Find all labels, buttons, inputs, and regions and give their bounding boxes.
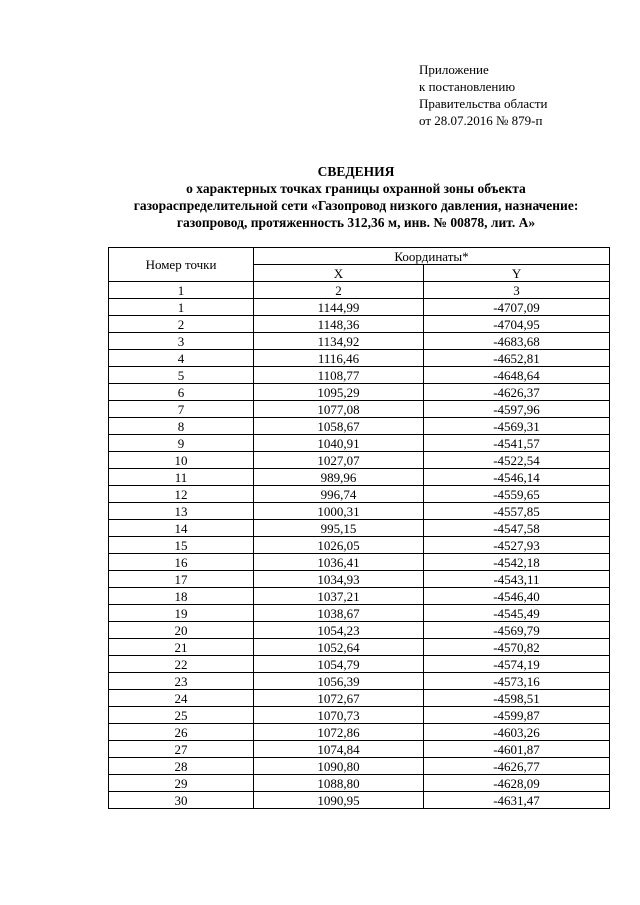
x-cell: 1108,77 [254,367,424,384]
table-row [109,554,610,571]
table-row [109,707,610,724]
table-row [109,758,610,775]
point-number-cell: 1 [109,299,254,316]
x-cell: 1034,93 [254,571,424,588]
table-row [109,418,610,435]
header-y: Y [424,265,610,282]
table-row [109,724,610,741]
appendix-line: Правительства области [419,96,548,111]
y-cell: -4648,64 [424,367,610,384]
x-cell: 1077,08 [254,401,424,418]
point-number-cell: 8 [109,418,254,435]
y-cell: -4569,31 [424,418,610,435]
point-number-cell: 5 [109,367,254,384]
x-cell: 1036,41 [254,554,424,571]
x-cell: 1054,23 [254,622,424,639]
point-number-cell: 11 [109,469,254,486]
header-x: X [254,265,424,282]
header-point-number: Номер точки [109,248,254,282]
y-cell: -4542,18 [424,554,610,571]
x-cell: 1090,80 [254,758,424,775]
point-number-cell: 30 [109,792,254,809]
y-cell: -4522,54 [424,452,610,469]
y-cell: -4628,09 [424,775,610,792]
point-number-cell: 21 [109,639,254,656]
x-cell: 1095,29 [254,384,424,401]
x-cell: 1026,05 [254,537,424,554]
x-cell: 1134,92 [254,333,424,350]
y-cell: -4626,77 [424,758,610,775]
y-cell: -4626,37 [424,384,610,401]
x-cell: 995,15 [254,520,424,537]
x-cell: 1072,86 [254,724,424,741]
y-cell: -4598,51 [424,690,610,707]
table-body [109,299,610,809]
point-number-cell: 23 [109,673,254,690]
point-number-cell: 18 [109,588,254,605]
y-cell: -4557,85 [424,503,610,520]
y-cell: -4569,79 [424,622,610,639]
point-number-cell: 2 [109,316,254,333]
x-cell: 1090,95 [254,792,424,809]
colnum-cell: 2 [254,282,424,299]
heading-title: СВЕДЕНИЯ [317,164,395,179]
point-number-cell: 19 [109,605,254,622]
x-cell: 996,74 [254,486,424,503]
table-header-row [109,248,610,265]
point-number-cell: 20 [109,622,254,639]
table-row [109,775,610,792]
x-cell: 1056,39 [254,673,424,690]
table-row [109,452,610,469]
y-cell: -4601,87 [424,741,610,758]
y-cell: -4546,40 [424,588,610,605]
table-row [109,333,610,350]
table-row [109,367,610,384]
table-row [109,571,610,588]
point-number-cell: 17 [109,571,254,588]
y-cell: -4603,26 [424,724,610,741]
x-cell: 1070,73 [254,707,424,724]
point-number-cell: 13 [109,503,254,520]
x-cell: 1116,46 [254,350,424,367]
table-row [109,792,610,809]
y-cell: -4704,95 [424,316,610,333]
table-row [109,622,610,639]
table-row [109,537,610,554]
table-row [109,316,610,333]
y-cell: -4543,11 [424,571,610,588]
table-row [109,435,610,452]
header-coordinates: Координаты* [254,248,610,265]
x-cell: 1027,07 [254,452,424,469]
y-cell: -4559,65 [424,486,610,503]
y-cell: -4547,58 [424,520,610,537]
y-cell: -4545,49 [424,605,610,622]
point-number-cell: 27 [109,741,254,758]
appendix-line: от 28.07.2016 № 879-п [419,113,543,128]
point-number-cell: 25 [109,707,254,724]
point-number-cell: 3 [109,333,254,350]
y-cell: -4631,47 [424,792,610,809]
table-row [109,588,610,605]
appendix-block [419,61,548,129]
x-cell: 1088,80 [254,775,424,792]
table-row [109,690,610,707]
y-cell: -4597,96 [424,401,610,418]
point-number-cell: 29 [109,775,254,792]
table-row [109,350,610,367]
table-row [109,656,610,673]
point-number-cell: 10 [109,452,254,469]
heading-line: газопровод, протяженность 312,36 м, инв. № 00878, лит. А» [176,215,536,230]
table-row [109,520,610,537]
table-row [109,639,610,656]
heading-line: газораспределительной сети «Газопровод низкого давления, назначение: [133,198,579,213]
point-number-cell: 28 [109,758,254,775]
document-heading [0,163,640,231]
x-cell: 1052,64 [254,639,424,656]
y-cell: -4541,57 [424,435,610,452]
y-cell: -4574,19 [424,656,610,673]
x-cell: 1038,67 [254,605,424,622]
x-cell: 1054,79 [254,656,424,673]
point-number-cell: 4 [109,350,254,367]
table-row [109,384,610,401]
colnum-cell: 3 [424,282,610,299]
x-cell: 1000,31 [254,503,424,520]
table-row [109,469,610,486]
y-cell: -4652,81 [424,350,610,367]
table-row [109,503,610,520]
y-cell: -4573,16 [424,673,610,690]
point-number-cell: 16 [109,554,254,571]
point-number-cell: 15 [109,537,254,554]
x-cell: 1148,36 [254,316,424,333]
y-cell: -4683,68 [424,333,610,350]
point-number-cell: 24 [109,690,254,707]
table-colnum-row [109,282,610,299]
coordinates-table [108,247,610,809]
appendix-line: к постановлению [419,79,516,94]
colnum-cell: 1 [109,282,254,299]
point-number-cell: 7 [109,401,254,418]
y-cell: -4707,09 [424,299,610,316]
x-cell: 1058,67 [254,418,424,435]
table-row [109,486,610,503]
x-cell: 1144,99 [254,299,424,316]
x-cell: 1072,67 [254,690,424,707]
y-cell: -4599,87 [424,707,610,724]
x-cell: 1040,91 [254,435,424,452]
point-number-cell: 26 [109,724,254,741]
point-number-cell: 14 [109,520,254,537]
point-number-cell: 12 [109,486,254,503]
y-cell: -4527,93 [424,537,610,554]
table-row [109,299,610,316]
x-cell: 989,96 [254,469,424,486]
x-cell: 1074,84 [254,741,424,758]
point-number-cell: 9 [109,435,254,452]
table-row [109,605,610,622]
heading-line: о характерных точках границы охранной зоны объекта [186,181,526,196]
y-cell: -4570,82 [424,639,610,656]
x-cell: 1037,21 [254,588,424,605]
point-number-cell: 6 [109,384,254,401]
table-row [109,673,610,690]
point-number-cell: 22 [109,656,254,673]
y-cell: -4546,14 [424,469,610,486]
table-row [109,401,610,418]
table-row [109,741,610,758]
appendix-line: Приложение [419,62,489,77]
